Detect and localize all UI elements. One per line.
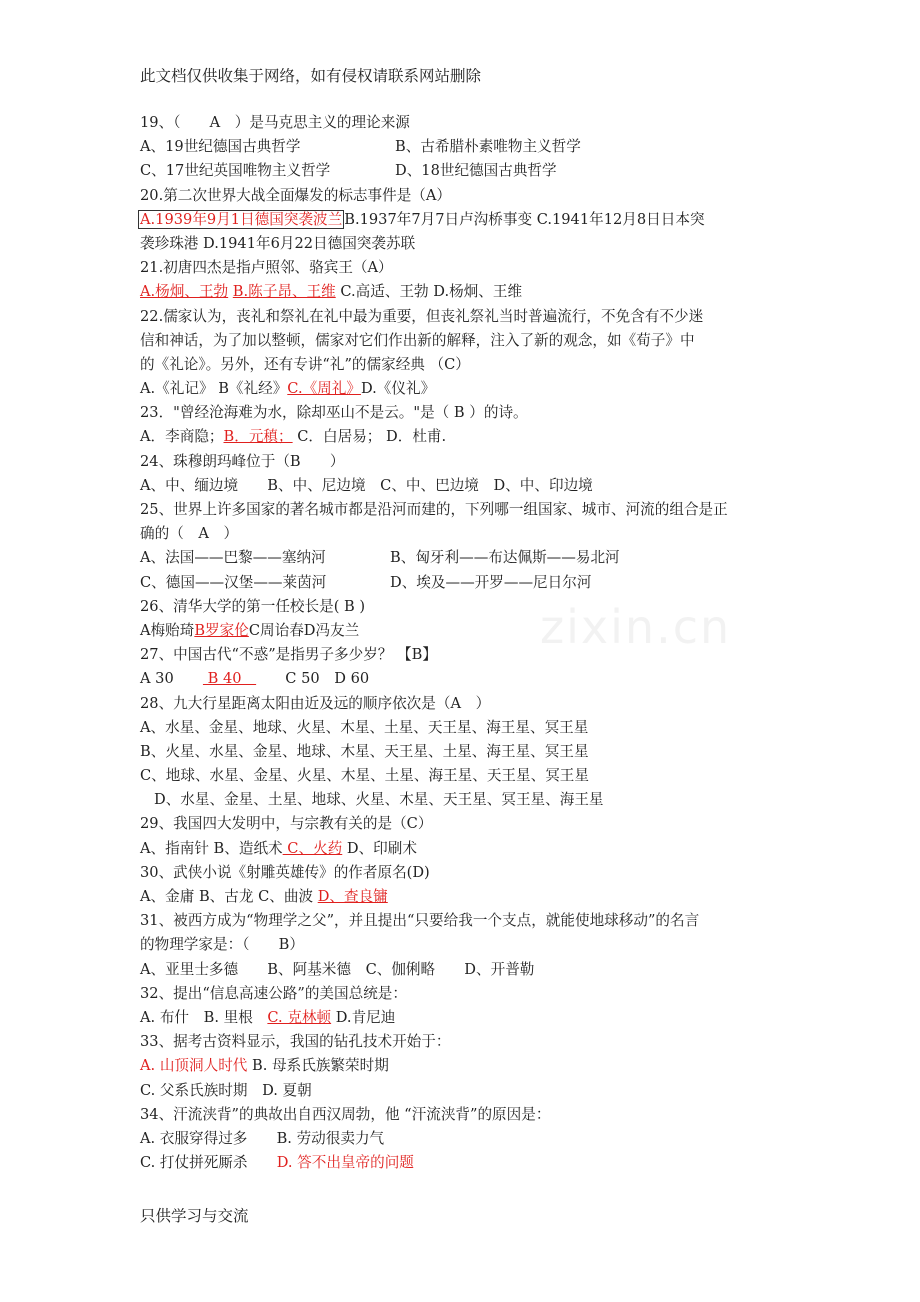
q23-options: A．李商隐；B．元稹； C．白居易； D．杜甫.: [140, 428, 447, 446]
q34-options-ab: A. 衣服穿得过多 B. 劳动很卖力气: [140, 1129, 385, 1147]
question-20: 20.第二次世界大战全面爆发的标志事件是（A）: [140, 186, 452, 204]
q34-answer: D. 答不出皇帝的问题: [276, 1154, 414, 1172]
question-19: 19、（ A ）是马克思主义的理论来源: [140, 114, 410, 131]
question-32: 32、提出“信息高速公路”的美国总统是：: [140, 984, 407, 1002]
q22-options: A.《礼记》 B《礼经》C.《周礼》D.《仪礼》: [140, 380, 436, 398]
q33-options-ab: A. 山顶洞人时代 B. 母系氏族繁荣时期: [140, 1057, 389, 1075]
question-24: 24、珠穆朗玛峰位于（B ）: [140, 452, 345, 470]
q29-options: A、指南针 B、造纸术 C、火药 D、印刷术: [140, 839, 417, 857]
q19-options-ab: A、19世纪德国古典哲学 B、古希腊朴素唯物主义哲学: [140, 138, 581, 156]
question-22-cont: 信和神话，为了加以整顿，儒家对它们作出新的解释，注入了新的观念，如《荀子》中: [140, 331, 695, 349]
q34-options-cd: C. 打仗拼死厮杀 D. 答不出皇帝的问题: [140, 1154, 414, 1172]
q27-options: A 30 B 40 C 50 D 60: [140, 670, 370, 688]
q29-answer: C、火药: [282, 839, 343, 857]
q20-options-cont: 袭珍珠港 D.1941年6月22日德国突袭苏联: [140, 234, 416, 252]
q23-answer: B．元稹；: [223, 428, 293, 446]
q33-answer: A. 山顶洞人时代: [140, 1057, 248, 1075]
q21-answer: A.杨炯、王勃: [140, 283, 229, 301]
q26-answer: B罗家伦: [194, 621, 249, 639]
q28-option-d: D、水星、金星、土星、地球、火星、木星、天王星、冥王星、海王星: [154, 791, 604, 809]
watermark: zixin.cn: [540, 600, 732, 654]
q26-options: A梅贻琦B罗家伦C周诒春D冯友兰: [140, 621, 360, 639]
q22-answer: C.《周礼》: [287, 380, 361, 398]
question-30: 30、武侠小说《射雕英雄传》的作者原名(D): [140, 863, 430, 881]
q24-options: A、中、缅边境 B、中、尼边境 C、中、巴边境 D、中、印边境: [140, 476, 593, 494]
q33-options-cd: C. 父系氏族时期 D. 夏朝: [140, 1081, 312, 1099]
q20-answer: A.1939年9月1日德国突袭波兰: [140, 210, 343, 228]
question-22-cont2: 的《礼论》。另外，还有专讲“礼”的儒家经典 （C）: [140, 355, 470, 373]
q28-option-c: C、地球、水星、金星、火星、木星、土星、海王星、天王星、冥王星: [140, 767, 589, 785]
q21-options: A.杨炯、王勃 B.陈子昂、王维 C.高适、王勃 D.杨炯、王维: [140, 283, 523, 301]
question-22: 22.儒家认为，丧礼和祭礼在礼中最为重要，但丧礼祭礼当时普遍流行，不免含有不少迷: [140, 307, 704, 325]
question-23: 23．"曾经沧海难为水，除却巫山不是云。"是（ B ）的诗。: [140, 404, 528, 422]
q30-answer: D、查良镛: [317, 888, 388, 905]
question-29: 29、我国四大发明中，与宗教有关的是（C）: [140, 815, 433, 833]
page-header: 此文档仅供收集于网络，如有侵权请联系网站删除: [140, 67, 482, 85]
question-27: 27、中国古代“不惑”是指男子多少岁？ 【B】: [140, 646, 437, 664]
q27-answer: B 40: [202, 670, 257, 688]
question-21: 21.初唐四杰是指卢照邻、骆宾王（A）: [140, 259, 393, 277]
question-28: 28、九大行星距离太阳由近及远的顺序依次是（A ）: [140, 694, 491, 712]
question-25-cont: 确的（ A ）: [140, 525, 239, 543]
q32-options: A. 布什 B. 里根 C. 克林顿 D.肯尼迪: [140, 1008, 396, 1026]
question-31-cont: 的物理学家是：（ B）: [140, 936, 304, 954]
question-31: 31、被西方成为“物理学之父”，并且提出“只要给我一个支点，就能使地球移动”的名言: [140, 912, 700, 930]
question-26: 26、清华大学的第一任校长是( B ): [140, 597, 366, 615]
q31-options: A、亚里士多德 B、阿基米德 C、伽俐略 D、开普勒: [140, 960, 535, 978]
q28-option-a: A、水星、金星、地球、火星、木星、土星、天王星、海王星、冥王星: [140, 718, 589, 736]
q25-options-cd: C、德国——汉堡——莱茵河 D、埃及——开罗——尼日尔河: [140, 573, 592, 591]
q28-option-b: B、火星、水星、金星、地球、木星、天王星、土星、海王星、冥王星: [140, 742, 589, 760]
question-33: 33、据考古资料显示，我国的钻孔技术开始于：: [140, 1033, 451, 1051]
page-footer: 只供学习与交流: [140, 1207, 249, 1225]
q19-options-cd: C、17世纪英国唯物主义哲学 D、18世纪德国古典哲学: [140, 162, 557, 180]
question-34: 34、汗流浃背”的典故出自西汉周勃，他 “汗流浃背”的原因是：: [140, 1105, 551, 1123]
question-25: 25、世界上许多国家的著名城市都是沿河而建的，下列哪一组国家、城市、河流的组合是正: [140, 501, 728, 518]
q25-options-ab: A、法国——巴黎——塞纳河 B、匈牙利——布达佩斯——易北河: [140, 549, 620, 567]
q30-options: A、金庸 B、古龙 C、曲波 D、查良镛: [140, 888, 388, 905]
question-list: [140, 111, 800, 1175]
q32-answer: C. 克林顿: [267, 1008, 332, 1026]
q20-options: A.1939年9月1日德国突袭波兰 B.1937年7月7日卢沟桥事变 C.1941年12月8日日本突: [140, 210, 705, 228]
